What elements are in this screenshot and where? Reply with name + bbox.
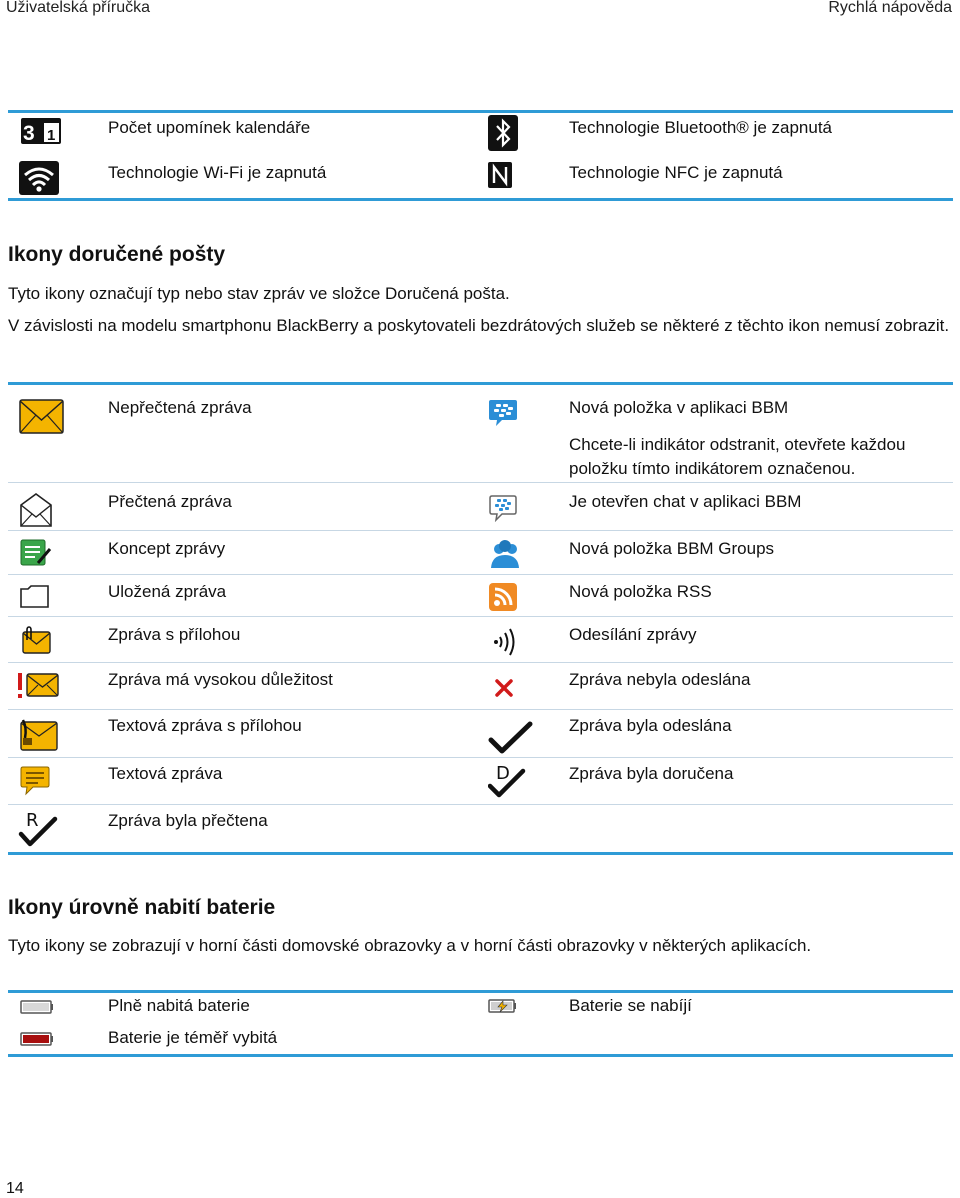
inbox-label-read: Přečtená zpráva bbox=[108, 492, 232, 511]
high-importance-icon bbox=[15, 670, 61, 702]
unread-message-icon bbox=[19, 399, 65, 435]
bbm-new-item-icon bbox=[488, 398, 518, 428]
manual-title: Uživatelská příručka bbox=[6, 0, 151, 16]
inbox-label-attachment: Zpráva s přílohou bbox=[108, 625, 241, 644]
attachment-message-icon bbox=[20, 626, 52, 656]
read-message-icon bbox=[20, 492, 52, 528]
row-divider bbox=[8, 574, 953, 575]
inbox-label-bbm-groups: Nová položka BBM Groups bbox=[569, 539, 775, 558]
bbm-groups-icon bbox=[489, 538, 521, 570]
status-label-wifi: Technologie Wi-Fi je zapnutá bbox=[108, 163, 327, 182]
row-divider bbox=[8, 616, 953, 617]
inbox-label-read-receipt: Zpráva byla přečtena bbox=[108, 811, 268, 830]
inbox-label-unread: Nepřečtená zpráva bbox=[108, 398, 252, 417]
page-number: 14 bbox=[6, 1180, 24, 1197]
battery-label-charging: Baterie se nabíjí bbox=[569, 996, 692, 1015]
inbox-label-delivered: Zpráva byla doručena bbox=[569, 764, 734, 783]
battery-table-top-rule bbox=[8, 990, 953, 993]
delivered-check-icon bbox=[488, 762, 528, 800]
table-bottom-rule bbox=[8, 198, 953, 201]
table-top-rule bbox=[8, 110, 953, 113]
calendar-reminder-icon bbox=[20, 116, 62, 146]
text-attachment-icon bbox=[19, 716, 59, 752]
saved-message-icon bbox=[20, 583, 50, 609]
inbox-heading: Ikony doručené pošty bbox=[8, 243, 226, 266]
wifi-icon bbox=[19, 161, 59, 195]
inbox-label-sending: Odesílání zprávy bbox=[569, 625, 697, 644]
svg-text:3: 3 bbox=[23, 122, 35, 145]
row-divider bbox=[8, 804, 953, 805]
inbox-label-saved: Uložená zpráva bbox=[108, 582, 227, 601]
draft-message-icon bbox=[20, 539, 52, 567]
section-title: Rychlá nápověda bbox=[828, 0, 952, 16]
status-label-nfc: Technologie NFC je zapnutá bbox=[569, 163, 783, 182]
battery-label-low: Baterie je téměř vybitá bbox=[108, 1028, 278, 1047]
battery-intro: Tyto ikony se zobrazují v horní části domovské obrazovky a v horní části obrazovky v některých aplikacích. bbox=[8, 936, 812, 955]
sending-icon bbox=[492, 626, 518, 656]
inbox-label-draft: Koncept zprávy bbox=[108, 539, 226, 558]
delivered-letter: D bbox=[496, 763, 510, 784]
inbox-label-bbm-chat: Je otevřen chat v aplikaci BBM bbox=[569, 492, 802, 511]
row-divider bbox=[8, 757, 953, 758]
inbox-intro-1: Tyto ikony označují typ nebo stav zpráv ve složce Doručená pošta. bbox=[8, 284, 510, 303]
battery-label-full: Plně nabitá baterie bbox=[108, 996, 250, 1015]
battery-low-icon bbox=[20, 1031, 54, 1047]
not-sent-icon bbox=[494, 678, 514, 698]
inbox-label-bbm-new: Nová položka v aplikaci BBM bbox=[569, 398, 789, 417]
inbox-label-rss: Nová položka RSS bbox=[569, 582, 712, 601]
bbm-chat-open-icon bbox=[489, 494, 517, 522]
inbox-intro-2: V závislosti na modelu smartphonu BlackBerry a poskytovateli bezdrátových služeb se některé z těchto ikon nemusí zobrazit. bbox=[8, 316, 950, 335]
row-divider bbox=[8, 530, 953, 531]
battery-full-icon bbox=[20, 999, 54, 1015]
message-read-receipt-icon bbox=[18, 808, 60, 850]
rss-icon bbox=[489, 583, 517, 611]
nfc-icon bbox=[488, 162, 512, 188]
read-receipt-letter: R bbox=[26, 810, 39, 831]
inbox-label-not-sent: Zpráva nebyla odeslána bbox=[569, 670, 751, 689]
inbox-table-top-rule bbox=[8, 382, 953, 385]
inbox-label-sent: Zpráva byla odeslána bbox=[569, 716, 732, 735]
inbox-label-text-message: Textová zpráva bbox=[108, 764, 223, 783]
row-divider bbox=[8, 482, 953, 483]
bluetooth-icon bbox=[488, 115, 518, 151]
battery-charging-icon bbox=[488, 998, 518, 1014]
row-divider bbox=[8, 709, 953, 710]
sent-check-icon bbox=[488, 720, 534, 756]
inbox-table-bottom-rule bbox=[8, 852, 953, 855]
inbox-label-text-attachment: Textová zpráva s přílohou bbox=[108, 716, 302, 735]
svg-text:1: 1 bbox=[47, 127, 56, 144]
text-message-icon bbox=[20, 765, 52, 797]
status-label-bluetooth: Technologie Bluetooth® je zapnutá bbox=[569, 118, 832, 137]
inbox-note-bbm-new: Chcete-li indikátor odstranit, otevřete každou položku tímto indikátorem označenou. bbox=[569, 435, 906, 478]
battery-heading: Ikony úrovně nabití baterie bbox=[8, 896, 276, 919]
inbox-label-high-importance: Zpráva má vysokou důležitost bbox=[108, 670, 333, 689]
status-label-calendar: Počet upomínek kalendáře bbox=[108, 118, 311, 137]
row-divider bbox=[8, 662, 953, 663]
battery-table-bottom-rule bbox=[8, 1054, 953, 1057]
